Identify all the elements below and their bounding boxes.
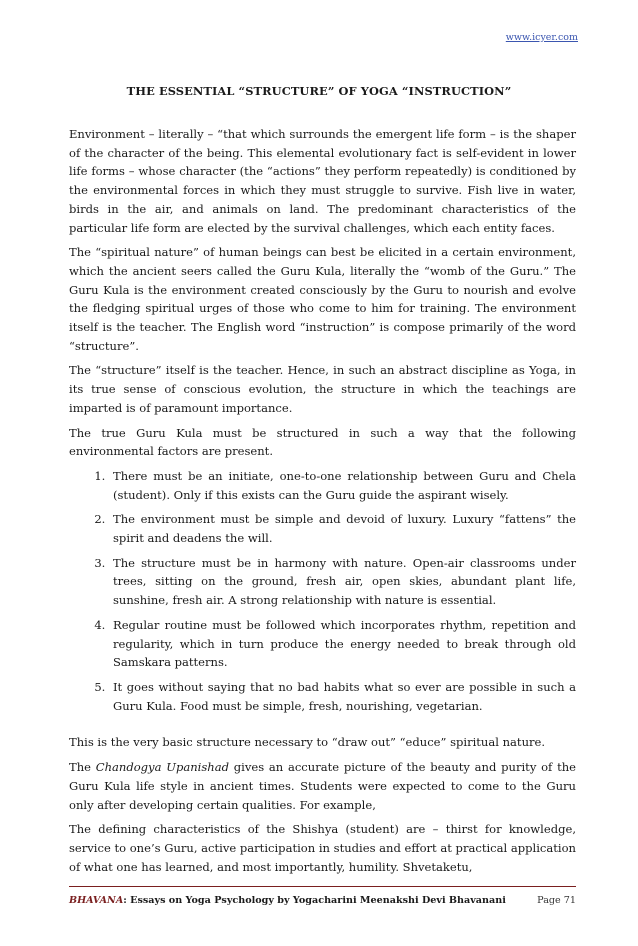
chandogya-title: Chandogya Upanishad bbox=[95, 760, 229, 775]
list-item: 3. The structure must be in harmony with nature. Open-air classrooms under trees, sitting on the ground, fresh air, open skies, abundant plant life, sunshine, fresh air. A strong relationship with nature is essential. bbox=[109, 554, 576, 610]
chandogya-lead: The bbox=[69, 760, 96, 775]
list-item: 5. It goes without saying that no bad habits what so ever are possible in such a Guru Kula. Food must be simple, fresh, nourishing, vegetarian. bbox=[109, 678, 576, 715]
paragraph-environment: Environment – literally – “that which surrounds the emergent life form – is the shaper of the character of the being. This elemental evolutionary fact is self-evident in lower life forms – whose character (the “actions” they perform repeatedly) is conditioned by the environmental forces in which they must struggle to survive. Fish live in water, birds in the air, and animals on land. The predominant characteristics of the particular life form are elected by the survival challenges, which each entity faces. bbox=[69, 127, 576, 235]
paragraph-structure: The “structure” itself is the teacher. Hence, in such an abstract discipline as Yoga, in its true sense of conscious evolution, the structure in which the teachings are imparted is of paramount importance. bbox=[69, 363, 576, 415]
page-number: Page 71 bbox=[537, 895, 576, 906]
paragraph-basic-structure: This is the very basic structure necessary to “draw out” “educe” spiritual nature. bbox=[69, 735, 546, 750]
page-footer bbox=[69, 895, 576, 906]
spacer bbox=[69, 721, 576, 733]
body-text bbox=[69, 125, 576, 882]
paragraph-spiritual-nature: The “spiritual nature” of human beings can best be elicited in a certain environment, which the ancient seers called the Guru Kula, literally the “womb of the Guru.” The Guru Kula is the environment created consciously by the Guru to nourish and evolve the fledging spiritual urges of those who come to him for training. The environment itself is the teacher. The English word “instruction” is compose primarily of the word “structure”. bbox=[69, 245, 576, 353]
footer-divider bbox=[69, 886, 576, 887]
website-link[interactable]: www.icyer.com bbox=[505, 32, 578, 43]
footer-subtitle: : Essays on Yoga Psychology by Yogacharini Meenakshi Devi Bhavanani bbox=[123, 895, 506, 906]
list-item: 4. Regular routine must be followed which incorporates rhythm, repetition and regularity, which in turn produce the energy needed to break through old Samskara patterns. bbox=[109, 616, 576, 672]
list-item: 1. There must be an initiate, one-to-one relationship between Guru and Chela (student). Only if this exists can the Guru guide the aspirant wisely. bbox=[109, 467, 576, 504]
paragraph-chandogya bbox=[69, 758, 576, 814]
factors-list bbox=[69, 467, 576, 715]
paragraph-guru-kula: The true Guru Kula must be structured in such a way that the following environmental factors are present. bbox=[69, 425, 576, 459]
paragraph-shishya: The defining characteristics of the Shishya (student) are – thirst for knowledge, service to one’s Guru, active participation in studies and effort at practical application of what one has learned, and most importantly, humility. Shvetaketu, bbox=[69, 822, 576, 874]
footer-brand: BHAVANA bbox=[69, 895, 124, 906]
page-title: THE ESSENTIAL “STRUCTURE” OF YOGA “INSTRUCTION” bbox=[126, 84, 512, 98]
list-item: 2. The environment must be simple and devoid of luxury. Luxury “fattens” the spirit and deadens the will. bbox=[109, 510, 576, 547]
chandogya-text: gives an accurate picture of the beauty and purity of the Guru Kula life style in ancient times. Students were expected to come to the Guru only after developing certain qualities. For example, bbox=[69, 760, 576, 812]
